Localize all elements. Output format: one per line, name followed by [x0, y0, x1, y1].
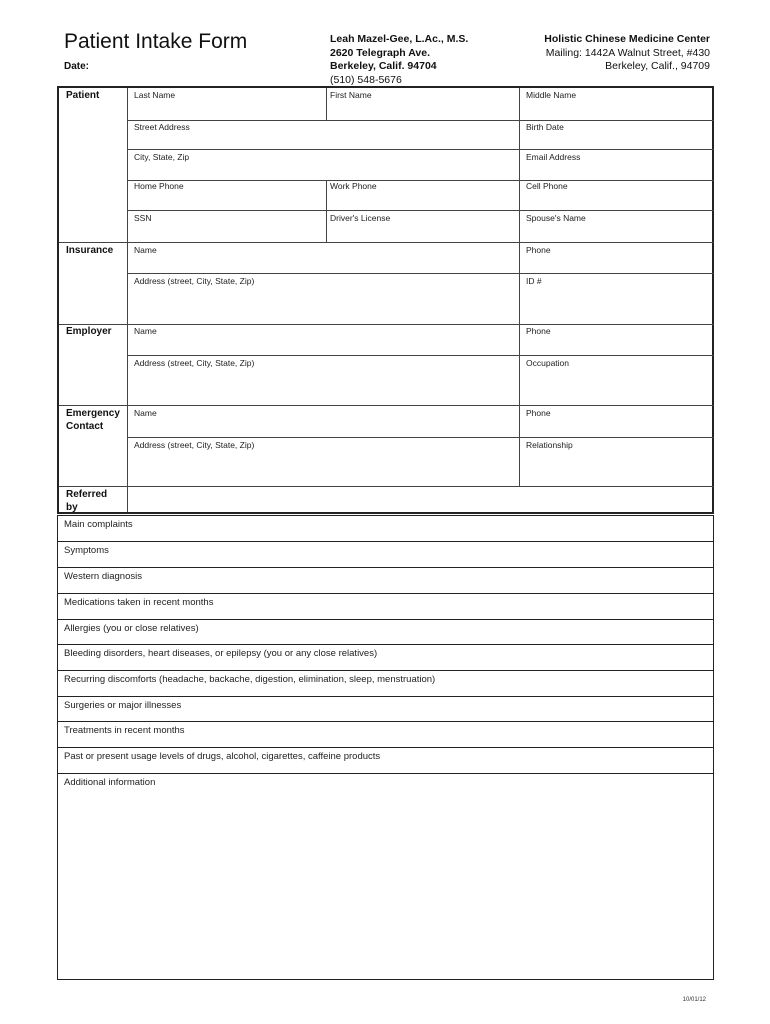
field-home-phone[interactable]: Home Phone	[134, 181, 184, 191]
provider-info	[330, 33, 468, 87]
label-column-divider	[127, 88, 128, 512]
question-row[interactable]	[57, 644, 714, 671]
field-insurance-phone[interactable]: Phone	[526, 245, 551, 255]
column-divider	[519, 88, 520, 120]
field-email-address[interactable]: Email Address	[526, 152, 581, 162]
field-insurance-address[interactable]: Address (street, City, State, Zip)	[134, 276, 255, 286]
column-divider	[519, 210, 520, 242]
field-insurance-id[interactable]: ID #	[526, 276, 542, 286]
field-middle-name[interactable]: Middle Name	[526, 90, 577, 100]
field-occupation[interactable]: Occupation	[526, 358, 569, 368]
section-referred-by	[66, 489, 107, 514]
field-street-address[interactable]: Street Address	[134, 122, 190, 132]
section-emergency-contact	[66, 408, 120, 433]
provider-street: 2620 Telegraph Ave.	[330, 46, 430, 59]
provider-city: Berkeley, Calif. 94704	[330, 60, 437, 72]
divider	[127, 437, 714, 438]
question-row[interactable]	[57, 593, 714, 620]
section-divider	[59, 324, 714, 325]
question-row[interactable]	[57, 619, 714, 645]
field-emergency-phone[interactable]: Phone	[526, 408, 551, 418]
divider	[127, 120, 714, 121]
column-divider	[326, 88, 327, 120]
question-label: Recurring discomforts (headache, backache, digestion, elimination, sleep, menstruation)	[64, 674, 436, 685]
field-work-phone[interactable]: Work Phone	[330, 181, 377, 191]
provider-name: Leah Mazel-Gee, L.Ac., M.S.	[330, 33, 469, 45]
section-emergency-line2: Contact	[66, 420, 104, 432]
question-label: Symptoms	[64, 545, 109, 556]
question-row[interactable]	[57, 721, 714, 748]
form-version: 10/01/12	[682, 997, 706, 1003]
intake-grid	[57, 86, 714, 514]
question-label: Treatments in recent months	[64, 725, 185, 736]
question-label: Additional information	[64, 777, 156, 788]
section-employer: Employer	[66, 326, 112, 337]
field-emergency-name[interactable]: Name	[134, 408, 157, 418]
field-birth-date[interactable]: Birth Date	[526, 122, 564, 132]
field-ssn[interactable]: SSN	[134, 213, 152, 223]
section-insurance: Insurance	[66, 245, 114, 256]
field-referred-by[interactable]	[129, 488, 712, 512]
section-divider	[59, 242, 714, 243]
question-label: Medications taken in recent months	[64, 597, 214, 608]
field-emergency-address[interactable]: Address (street, City, State, Zip)	[134, 440, 255, 450]
section-referred-line1: Referred	[66, 489, 108, 500]
center-info	[544, 33, 710, 74]
question-label: Main complaints	[64, 519, 133, 530]
field-city-state-zip[interactable]: City, State, Zip	[134, 152, 190, 162]
column-divider	[519, 242, 520, 324]
form-title: Patient Intake Form	[64, 30, 248, 53]
question-label: Allergies (you or close relatives)	[64, 623, 199, 634]
question-row[interactable]	[57, 567, 714, 594]
question-label: Surgeries or major illnesses	[64, 700, 182, 711]
question-label: Western diagnosis	[64, 571, 142, 582]
additional-information-box[interactable]	[57, 773, 714, 980]
field-insurance-name[interactable]: Name	[134, 245, 157, 255]
column-divider	[519, 120, 520, 210]
question-row[interactable]	[57, 515, 714, 542]
question-row[interactable]	[57, 696, 714, 722]
divider	[127, 355, 714, 356]
column-divider	[326, 180, 327, 242]
divider	[127, 273, 714, 274]
divider	[127, 149, 714, 150]
center-name: Holistic Chinese Medicine Center	[544, 33, 710, 45]
field-drivers-license[interactable]: Driver's License	[330, 213, 391, 223]
field-employer-name[interactable]: Name	[134, 326, 157, 336]
section-emergency-line1: Emergency	[66, 408, 120, 419]
section-divider	[59, 405, 714, 406]
field-last-name[interactable]: Last Name	[134, 90, 176, 100]
question-label: Bleeding disorders, heart diseases, or epilepsy (you or any close relatives)	[64, 648, 378, 659]
provider-phone: (510) 548-5676	[330, 73, 402, 86]
section-patient: Patient	[66, 90, 100, 101]
field-spouses-name[interactable]: Spouse's Name	[526, 213, 586, 223]
column-divider	[519, 405, 520, 486]
question-row[interactable]	[57, 541, 714, 568]
field-first-name[interactable]: First Name	[330, 90, 372, 100]
question-label: Past or present usage levels of drugs, alcohol, cigarettes, caffeine products	[64, 751, 381, 762]
divider	[127, 180, 714, 181]
field-relationship[interactable]: Relationship	[526, 440, 573, 450]
field-cell-phone[interactable]: Cell Phone	[526, 181, 568, 191]
field-employer-phone[interactable]: Phone	[526, 326, 551, 336]
center-mailing: Mailing: 1442A Walnut Street, #430	[545, 46, 710, 59]
center-city: Berkeley, Calif., 94709	[605, 60, 710, 72]
section-divider	[59, 486, 714, 487]
column-divider	[519, 324, 520, 405]
question-row[interactable]	[57, 747, 714, 774]
divider	[127, 210, 714, 211]
section-referred-line2: by	[66, 501, 78, 513]
field-employer-address[interactable]: Address (street, City, State, Zip)	[134, 358, 255, 368]
date-label: Date:	[64, 61, 90, 72]
question-row[interactable]	[57, 670, 714, 697]
